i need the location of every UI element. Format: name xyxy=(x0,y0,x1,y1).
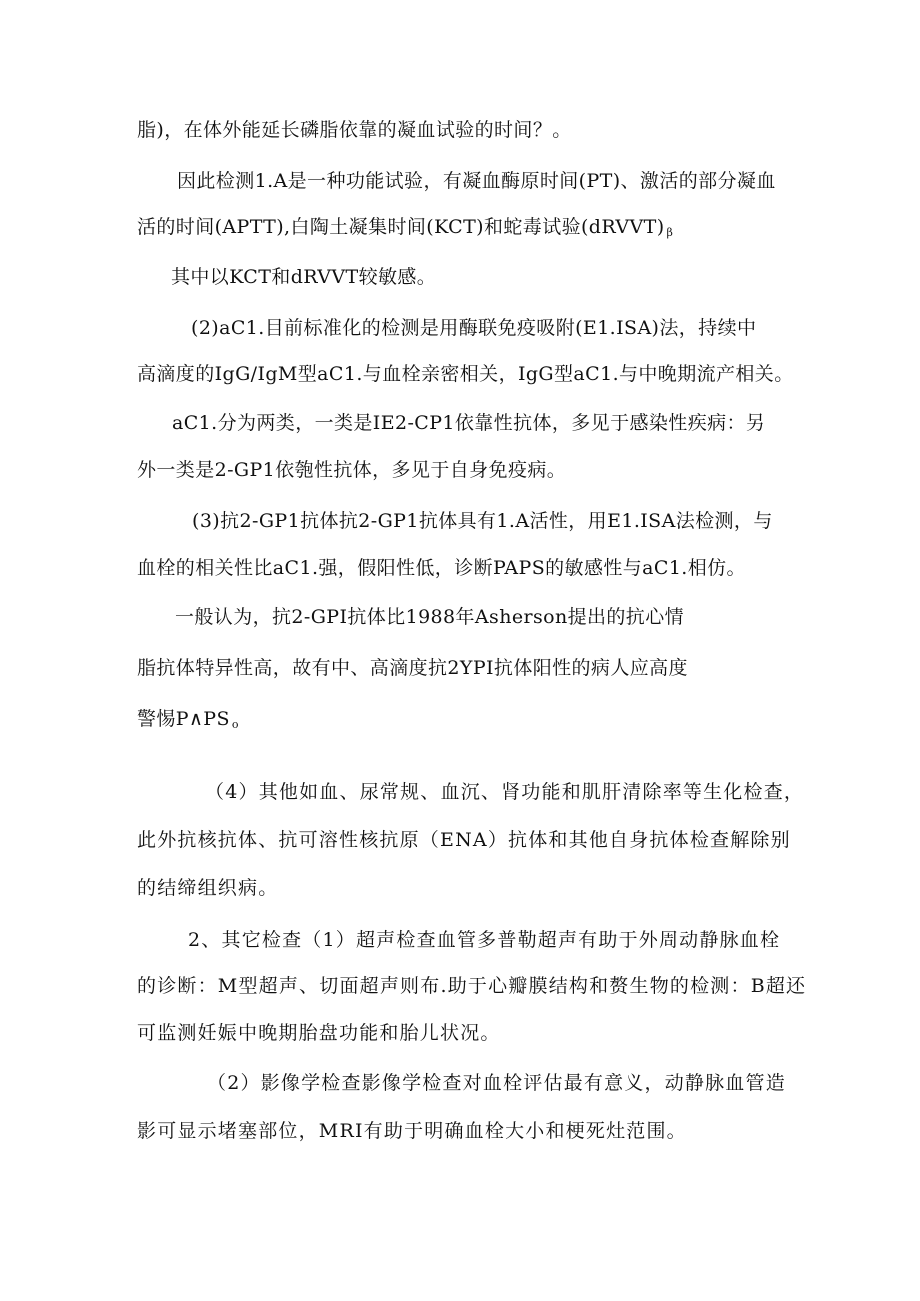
paragraph-line: 的诊断：M型超声、切面超声则布.助于心瓣膜结构和赘生物的检测：B超还 xyxy=(137,975,807,997)
paragraph-line: 脂)，在体外能延长磷脂依靠的凝血试验的时间？。 xyxy=(137,119,572,141)
paragraph-line: 因此检测1.A是一种功能试验，有凝血酶原时间(PT)、激活的部分凝血 xyxy=(177,170,776,192)
subscript-mark: o xyxy=(231,718,239,731)
paragraph-line: 血栓的相关性比aC1.强，假阳性低，诊断PAPS的敏感性与aC1.相仿。 xyxy=(137,557,746,579)
paragraph-line: （2）影像学检查影像学检查对血栓评估最有意义，动静脉血管造 xyxy=(207,1072,786,1094)
paragraph-line: 其中以KCT和dRVVT较敏感。 xyxy=(171,266,437,288)
paragraph-line xyxy=(137,214,673,246)
paragraph-line: aC1.分为两类，一类是IE2-CP1依靠性抗体，多见于感染性疾病：另 xyxy=(172,412,766,434)
paragraph-line: 外一类是2-GP1依匏性抗体，多见于自身免疫病。 xyxy=(137,459,567,481)
line-text: 警惕P∧PS xyxy=(137,708,230,730)
paragraph-line: （4）其他如血、尿常规、血沉、肾功能和肌肝清除率等生化检查， xyxy=(205,781,805,803)
line-text: 活的时间(APTT),白陶土凝集时间(KCT)和蛇毒试验(dRVVT) xyxy=(137,216,665,238)
paragraph-line: 2、其它检查（1）超声检查血管多普勒超声有助于外周动静脉血栓 xyxy=(188,929,781,951)
paragraph-line xyxy=(137,706,239,738)
paragraph-line: 影可显示堵塞部位，MRI有助于明确血栓大小和梗死灶范围。 xyxy=(137,1120,687,1142)
subscript-mark: β xyxy=(666,226,674,239)
paragraph-line: 的结缔组织病。 xyxy=(137,877,279,899)
paragraph-line: (3)抗2-GP1抗体抗2-GP1抗体具有1.A活性，用E1.ISA法检测，与 xyxy=(192,510,773,532)
paragraph-line: 可监测妊娠中晚期胎盘功能和胎儿状况。 xyxy=(137,1022,501,1044)
paragraph-line: 脂抗体特异性高，故有中、高滴度抗2YPI抗体阳性的病人应高度 xyxy=(137,657,688,679)
paragraph-line: 此外抗核抗体、抗可溶性核抗原（ENA）抗体和其他自身抗体检查解除别 xyxy=(137,829,791,851)
paragraph-line: 一般认为，抗2-GPI抗体比1988年Asherson提出的抗心情 xyxy=(175,606,684,628)
paragraph-line: 高滴度的IgG/IgM型aC1.与血栓亲密相关，IgG型aC1.与中晚期流产相关。 xyxy=(137,363,794,385)
paragraph-line: (2)aC1.目前标准化的检测是用酶联免疫吸附(E1.ISA)法，持续中 xyxy=(191,317,757,339)
